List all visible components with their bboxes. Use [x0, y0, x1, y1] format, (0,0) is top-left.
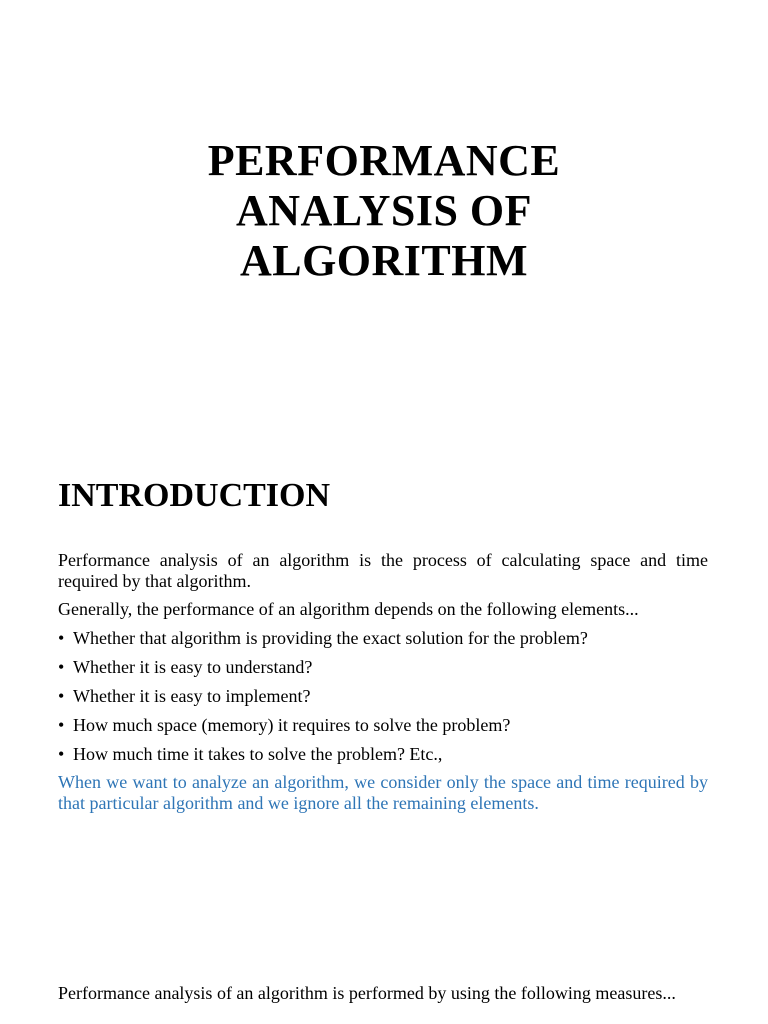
title-line-2: ANALYSIS OF: [235, 186, 533, 235]
elements-bullet-list: [58, 628, 708, 773]
bullet-icon: •: [58, 628, 65, 648]
intro-paragraph-elements: Generally, the performance of an algorithm depends on the following elements...: [58, 599, 639, 619]
intro-paragraph-definition: Performance analysis of an algorithm is the process of calculating space and time required by that algorithm.: [58, 550, 708, 591]
list-item-text: How much time it takes to solve the problem? Etc.,: [73, 744, 443, 764]
measures-paragraph: Performance analysis of an algorithm is performed by using the following measures...: [58, 983, 676, 1003]
bullet-icon: •: [58, 686, 65, 706]
list-item-text: How much space (memory) it requires to solve the problem?: [73, 715, 511, 735]
title-line-1: PERFORMANCE: [207, 136, 561, 185]
list-item-text: Whether it is easy to implement?: [73, 686, 311, 706]
page-title: [0, 136, 768, 286]
bullet-icon: •: [58, 657, 65, 677]
list-item: [58, 744, 708, 773]
bullet-icon: •: [58, 715, 65, 735]
list-item: [58, 628, 708, 657]
highlight-paragraph: When we want to analyze an algorithm, we consider only the space and time required by that particular algorithm and we ignore all the remaining elements.: [58, 772, 708, 813]
section-heading-introduction: INTRODUCTION: [58, 477, 331, 514]
title-line-3: ALGORITHM: [239, 236, 529, 285]
list-item-text: Whether it is easy to understand?: [73, 657, 313, 677]
list-item-text: Whether that algorithm is providing the exact solution for the problem?: [73, 628, 588, 648]
list-item: [58, 686, 708, 715]
list-item: [58, 657, 708, 686]
bullet-icon: •: [58, 744, 65, 764]
list-item: [58, 715, 708, 744]
